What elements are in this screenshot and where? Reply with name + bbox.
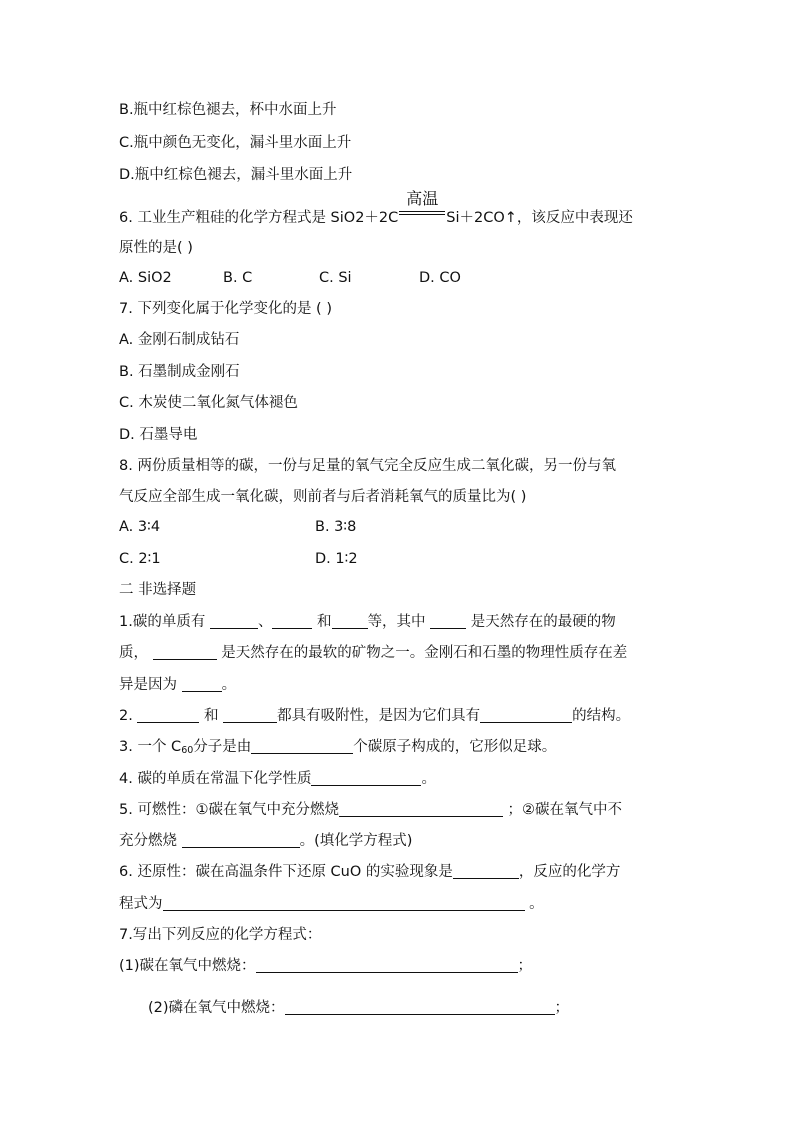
item5-text: ；②碳在氧气中不	[502, 802, 623, 818]
item6-line2	[119, 894, 544, 914]
q7-option-d: D. 石墨导电	[119, 427, 198, 443]
item1-text: 1.碳的单质有	[119, 614, 210, 630]
item2-text: 都具有吸附性，是因为它们具有	[277, 708, 481, 724]
item6-text: 。	[524, 896, 544, 912]
subscript-60: 60	[181, 745, 194, 756]
item1-line2	[119, 643, 627, 663]
item3-text: 3. 一个 C	[119, 739, 182, 755]
item1-text: 质，	[119, 645, 153, 661]
item4-text: 4. 碳的单质在常温下化学性质	[119, 771, 312, 787]
item2-text: 2.	[119, 708, 138, 724]
item6-text: ，反应的化学方	[518, 864, 621, 880]
answer-blank[interactable]	[153, 644, 217, 660]
q8-line1: 8. 两份质量相等的碳，一份与足量的氧气完全反应生成二氧化碳，另一份与氧	[119, 458, 616, 474]
item2-text: 和	[199, 708, 224, 724]
q8-option-b: B. 3∶8	[315, 519, 357, 535]
q6-stem	[119, 189, 633, 228]
answer-blank[interactable]	[163, 895, 525, 911]
answer-blank[interactable]	[256, 957, 518, 973]
item3-text: 分子是由	[193, 739, 252, 755]
item5-text: 5. 可燃性：①碳在氧气中充分燃烧	[119, 802, 339, 818]
item7-text: (2)磷在氧气中燃烧：	[148, 1000, 285, 1016]
q7-option-a: A. 金刚石制成钻石	[119, 332, 240, 348]
item1-line1	[119, 612, 616, 632]
item5-line1	[119, 800, 622, 820]
answer-blank[interactable]	[430, 613, 466, 629]
item1-text: 和	[312, 614, 332, 630]
item7-stem: 7.写出下列反应的化学方程式：	[119, 927, 322, 943]
q8-option-d: D. 1∶2	[315, 551, 358, 567]
option-d-line: D.瓶中红棕色褪去，漏斗里水面上升	[119, 167, 353, 183]
answer-blank[interactable]	[251, 738, 353, 754]
q6-option-c: C. Si	[319, 270, 352, 286]
answer-blank[interactable]	[339, 801, 503, 817]
item1-text: 是天然存在的最硬的物	[466, 614, 616, 630]
answer-blank[interactable]	[332, 613, 368, 629]
item3-text: 个碳原子构成的，它形似足球。	[353, 739, 557, 755]
q6-option-b: B. C	[223, 270, 253, 286]
answer-blank[interactable]	[480, 707, 572, 723]
item4-line	[119, 769, 436, 789]
high-temp-condition	[398, 189, 446, 225]
item2-line	[119, 706, 630, 726]
item5-line2	[119, 831, 412, 851]
q6-line2: 原性的是( )	[119, 240, 193, 256]
answer-blank[interactable]	[285, 999, 555, 1015]
item1-line3	[119, 675, 236, 695]
q8-option-a: A. 3∶4	[119, 519, 161, 535]
item7-text: (1)碳在氧气中燃烧：	[119, 958, 256, 974]
item4-text: 。	[421, 771, 436, 787]
answer-blank[interactable]	[311, 770, 421, 786]
q7-option-b: B. 石墨制成金刚石	[119, 364, 240, 380]
q8-option-c: C. 2∶1	[119, 551, 161, 567]
item6-text: 程式为	[119, 896, 163, 912]
item5-text: 充分燃烧	[119, 833, 182, 849]
item5-text: 。(填化学方程式)	[299, 833, 413, 849]
q6-tail: Si＋2CO↑，该反应中表现还	[446, 210, 633, 226]
q7-stem: 7. 下列变化属于化学变化的是 ( )	[119, 301, 332, 317]
answer-blank[interactable]	[182, 832, 300, 848]
q6-option-d: D. CO	[419, 270, 461, 286]
section-heading: 二 非选择题	[119, 582, 197, 598]
q8-line2: 气反应全部生成一氧化碳，则前者与后者消耗氧气的质量比为( )	[119, 489, 527, 505]
item1-text: 等，其中	[367, 614, 431, 630]
item1-text: 异是因为	[119, 677, 182, 693]
item1-text: 是天然存在的最软的矿物之一。金刚石和石墨的物理性质存在差	[216, 645, 628, 661]
item6-line1	[119, 862, 620, 882]
answer-blank[interactable]	[272, 613, 312, 629]
q6-intro: 6. 工业生产粗硅的化学方程式是 SiO2＋2C	[119, 210, 399, 226]
item3-line	[119, 737, 556, 761]
answer-blank[interactable]	[210, 613, 258, 629]
item7-part1	[119, 956, 532, 976]
option-b-line: B.瓶中红棕色褪去，杯中水面上升	[119, 102, 337, 118]
item7-text: ；	[554, 1000, 570, 1016]
item2-text: 的结构。	[572, 708, 631, 724]
item6-text: 6. 还原性：碳在高温条件下还原 CuO 的实验现象是	[119, 864, 453, 880]
item7-text: ；	[517, 958, 533, 974]
answer-blank[interactable]	[137, 707, 199, 723]
condition-label: 高温	[406, 189, 439, 208]
q6-option-a: A. SiO2	[119, 270, 172, 286]
answer-blank[interactable]	[223, 707, 277, 723]
item1-text: 、	[257, 614, 273, 630]
answer-blank[interactable]	[182, 676, 222, 692]
item1-text: 。	[221, 677, 237, 693]
answer-blank[interactable]	[453, 863, 519, 879]
item7-part2	[148, 998, 569, 1018]
option-c-line: C.瓶中颜色无变化，漏斗里水面上升	[119, 135, 352, 151]
q7-option-c: C. 木炭使二氧化氮气体褪色	[119, 395, 298, 411]
